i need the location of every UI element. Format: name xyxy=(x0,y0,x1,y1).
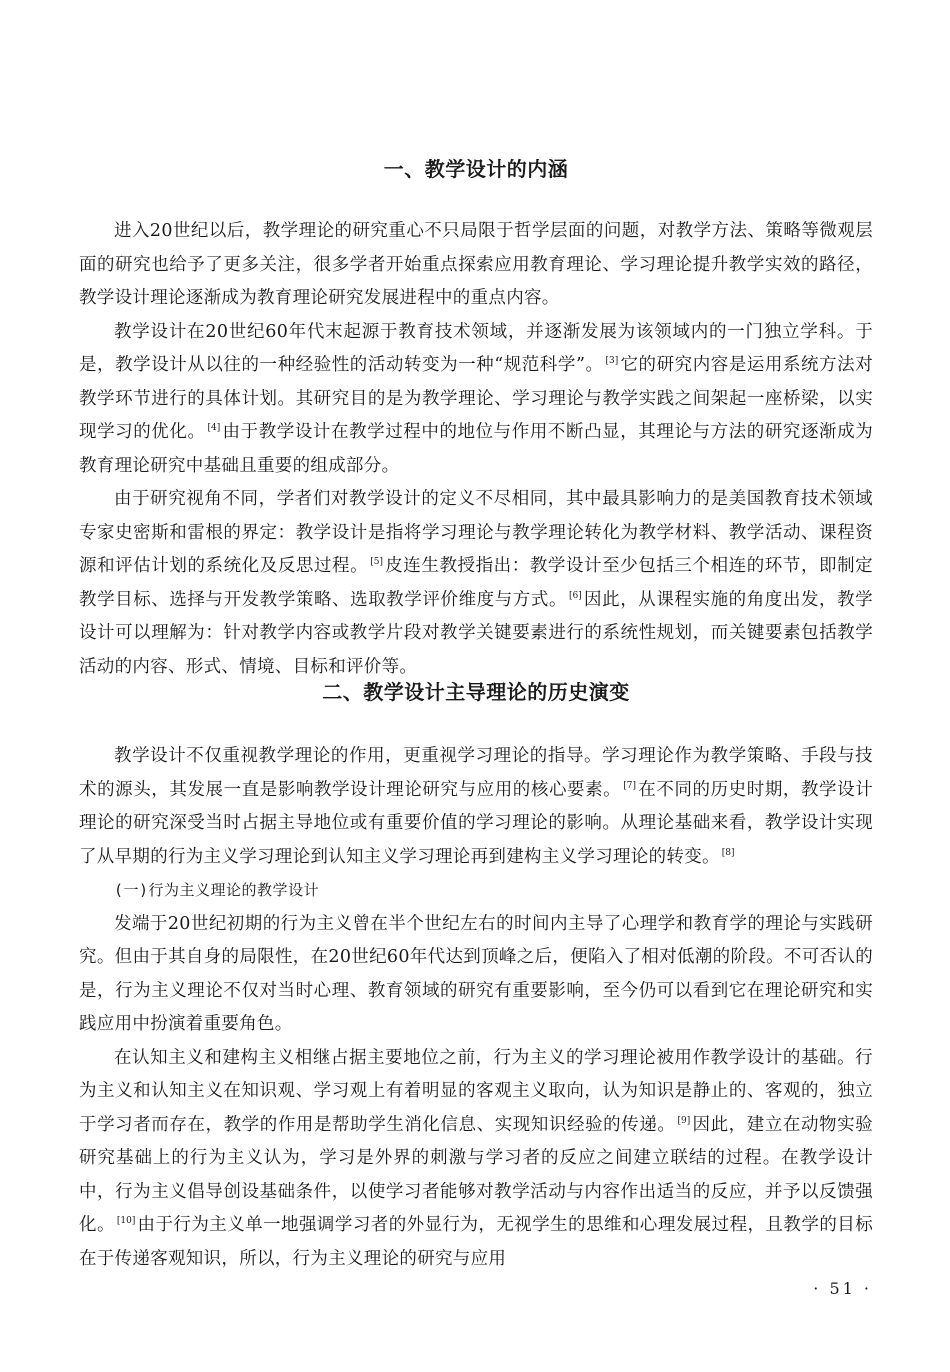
paragraph-text: 因此，建立在动物实验研究基础上的行为主义认为，学习是外界的刺激与学习者的反应之间建立联结的过程。在教学设计中，行为主义倡导创设基础条件，以使学习者能够对教学活动与内容作出适当的反应，并予以反馈强化。 xyxy=(79,1114,874,1235)
paragraph xyxy=(79,740,873,874)
paragraph-text: 因此，从课程实施的角度出发，教学设计可以理解为：针对教学内容或教学片段对教学关键要素进行的系统性规划，而关键要素包括教学活动的内容、形式、情境、目标和评价等。 xyxy=(79,589,873,677)
page-number: · 51 · xyxy=(813,1279,872,1298)
paragraph-text: 发端于20世纪初期的行为主义曾在半个世纪左右的时间内主导了心理学和教育学的理论与实践研究。但由于其自身的局限性，在20世纪60年代达到顶峰之后，便陷入了相对低潮的阶段。不可否认的是，行为主义理论不仅对当时心理、教育领域的研究有重要影响，至今仍可以看到它在理论研究和实践应用中扮演着重要角色。 xyxy=(79,913,873,1034)
paragraph-text: 在认知主义和建构主义相继占据主要地位之前，行为主义的学习理论被用作教学设计的基础。行为主义和认知主义在知识观、学习观上有着明显的客观主义取向，认为知识是静止的、客观的，独立于学习者而存在，教学的作用是帮助学生消化信息、实现知识经验的传递。 xyxy=(79,1047,873,1135)
paragraph-text: 由于教学设计在教学过程中的地位与作用不断凸显，其理论与方法的研究逐渐成为教育理论研究中基础且重要的组成部分。 xyxy=(79,422,873,476)
paragraph xyxy=(79,215,873,316)
citation-ref: [4] xyxy=(207,423,221,433)
paragraph xyxy=(79,483,873,684)
section-heading-history: 二、教学设计主导理论的历史演变 xyxy=(322,680,630,704)
paragraph-text: 它的研究内容是运用系统方法对教学环节进行的具体计划。其研究目的是为教学理论、学习理论与教学实践之间架起一座桥梁，以实现学习的优化。 xyxy=(79,355,873,442)
section-heading-connotation: 一、教学设计的内涵 xyxy=(383,157,569,181)
paragraph-text: 在不同的历史时期，教学设计理论的研究深受当时占据主导地位或有重要价值的学习理论的影响。从理论基础来看，教学设计实现了从早期的行为主义学习理论到认知主义学习理论再到建构主义学习理论的转变。 xyxy=(79,779,873,867)
paragraph-text: 由于行为主义单一地强调学习者的外显行为，无视学生的思维和心理发展过程，且教学的目标在于传递客观知识，所以，行为主义理论的研究与应用 xyxy=(79,1215,873,1269)
citation-ref: [8] xyxy=(721,847,735,858)
paragraph-text: 教学设计不仅重视教学理论的作用，更重视学习理论的指导。学习理论作为教学策略、手段与技术的源头，其发展一直是影响教学设计理论研究与应用的核心要素。 xyxy=(79,746,873,800)
paragraph-text: 教学设计在20世纪60年代末起源于教育技术领域，并逐渐发展为该领域内的一门独立学科。于是，教学设计从以往的一种经验性的活动转变为一种“规范科学”。 xyxy=(79,321,873,375)
citation-ref: [3] xyxy=(605,356,619,366)
citation-ref: [10] xyxy=(116,1216,136,1226)
paragraph-text: 由于研究视角不同，学者们对教学设计的定义不尽相同，其中最具影响力的是美国教育技术领域专家史密斯和雷根的界定：教学设计是指将学习理论与教学理论转化为教学材料、教学活动、课程资源和评估计划的系统化及反思过程。 xyxy=(79,489,873,576)
section-body-connotation xyxy=(79,215,873,684)
citation-ref: [5] xyxy=(370,557,383,567)
section-body-history xyxy=(79,740,873,1276)
citation-ref: [7] xyxy=(623,780,637,791)
paragraph-text: 进入20世纪以后，教学理论的研究重心不只局限于哲学层面的问题，对教学方法、策略等微观层面的研究也给予了更多关注，很多学者开始重点探索应用教育理论、学习理论提升教学实效的路径，教学设计理论逐渐成为教育理论研究发展进程中的重点内容。 xyxy=(79,221,873,308)
paragraph xyxy=(79,316,873,484)
citation-ref: [6] xyxy=(569,590,582,601)
paragraph xyxy=(79,908,873,1042)
paragraph-text: 皮连生教授指出：教学设计至少包括三个相连的环节，即制定教学目标、选择与开发教学策略、选取教学评价维度与方式。 xyxy=(79,556,873,610)
citation-ref: [9] xyxy=(677,1115,691,1126)
paragraph xyxy=(79,1042,873,1277)
subsection-heading-behaviorism: (一)行为主义理论的教学设计 xyxy=(114,881,320,899)
